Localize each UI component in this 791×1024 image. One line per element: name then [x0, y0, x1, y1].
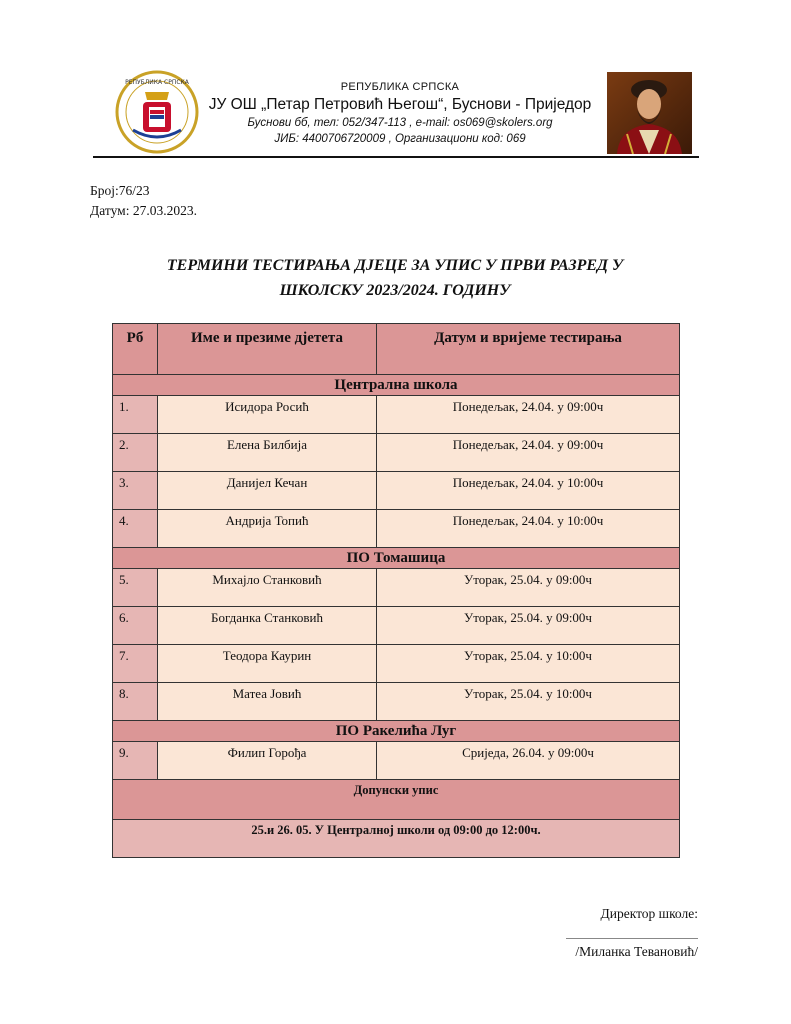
table-row — [113, 645, 680, 683]
extra-enrollment-title: Допунски упис — [113, 780, 680, 820]
child-name: Андрија Топић — [158, 510, 377, 548]
section-title: ПО Томашица — [113, 548, 680, 569]
test-datetime: Понедељак, 24.04. у 10:00ч — [377, 472, 680, 510]
table-row — [113, 396, 680, 434]
table-row — [113, 607, 680, 645]
table-row — [113, 434, 680, 472]
table-row — [113, 683, 680, 721]
child-name: Теодора Каурин — [158, 645, 377, 683]
document-title — [100, 253, 690, 303]
child-name: Матеа Јовић — [158, 683, 377, 721]
test-datetime: Понедељак, 24.04. у 09:00ч — [377, 396, 680, 434]
row-number: 6. — [113, 607, 158, 645]
testing-schedule-table — [112, 323, 680, 858]
section-title: ПО Ракелића Луг — [113, 721, 680, 742]
row-number: 1. — [113, 396, 158, 434]
school-ids: ЈИБ: 4400706720009 , Организациони код: 069 — [274, 133, 526, 145]
section-row — [113, 375, 680, 396]
country-name: РЕПУБЛИКА СРПСКА — [340, 81, 460, 93]
child-name: Данијел Кечан — [158, 472, 377, 510]
extra-enrollment-text: 25.и 26. 05. У Централној школи од 09:00 до 12:00ч. — [113, 820, 680, 858]
test-datetime: Уторак, 25.04. у 09:00ч — [377, 607, 680, 645]
row-number: 7. — [113, 645, 158, 683]
school-logo — [115, 70, 199, 154]
row-number: 5. — [113, 569, 158, 607]
section-row — [113, 721, 680, 742]
col-header-datetime: Датум и вријеме тестирања — [377, 324, 680, 375]
director-title: Директор школе: — [600, 906, 698, 921]
school-address: Буснови бб, тел: 052/347-113 , e-mail: os069@skolers.org — [247, 117, 553, 129]
test-datetime: Уторак, 25.04. у 09:00ч — [377, 569, 680, 607]
table-row — [113, 510, 680, 548]
child-name: Елена Билбија — [158, 434, 377, 472]
table-header-row — [113, 324, 680, 375]
signature-line — [566, 938, 698, 939]
test-datetime: Уторак, 25.04. у 10:00ч — [377, 683, 680, 721]
row-number: 3. — [113, 472, 158, 510]
col-header-rb: Рб — [113, 324, 158, 375]
portrait-image — [607, 72, 692, 154]
test-datetime: Понедељак, 24.04. у 10:00ч — [377, 510, 680, 548]
child-name: Михајло Станковић — [158, 569, 377, 607]
child-name: Исидора Росић — [158, 396, 377, 434]
col-header-name: Име и презиме дјетета — [158, 324, 377, 375]
test-datetime: Понедељак, 24.04. у 09:00ч — [377, 434, 680, 472]
row-number: 2. — [113, 434, 158, 472]
title-line-1: ТЕРМИНИ ТЕСТИРАЊА ДЈЕЦЕ ЗА УПИС У ПРВИ РАЗРЕД У — [166, 257, 624, 274]
row-number: 9. — [113, 742, 158, 780]
school-name: ЈУ ОШ „Петар Петровић Његош“, Буснови - Приједор — [208, 96, 592, 113]
document-date: Датум: 27.03.2023. — [90, 203, 197, 218]
title-line-2: ШКОЛСКУ 2023/2024. ГОДИНУ — [279, 282, 511, 299]
document-number: Број:76/23 — [90, 183, 150, 198]
row-number: 8. — [113, 683, 158, 721]
letterhead — [200, 80, 600, 147]
test-datetime: Уторак, 25.04. у 10:00ч — [377, 645, 680, 683]
director-name: /Миланка Тевановић/ — [575, 944, 698, 959]
table-row — [113, 569, 680, 607]
section-row — [113, 548, 680, 569]
extra-enrollment-row — [113, 780, 680, 820]
child-name: Филип Горођа — [158, 742, 377, 780]
header-divider — [93, 156, 699, 158]
extra-enrollment-details-row — [113, 820, 680, 858]
section-title: Централна школа — [113, 375, 680, 396]
table-row — [113, 472, 680, 510]
child-name: Богданка Станковић — [158, 607, 377, 645]
row-number: 4. — [113, 510, 158, 548]
logo-lettering: РЕПУБЛИКА СРПСКА — [125, 79, 189, 86]
test-datetime: Сриједа, 26.04. у 09:00ч — [377, 742, 680, 780]
table-row — [113, 742, 680, 780]
